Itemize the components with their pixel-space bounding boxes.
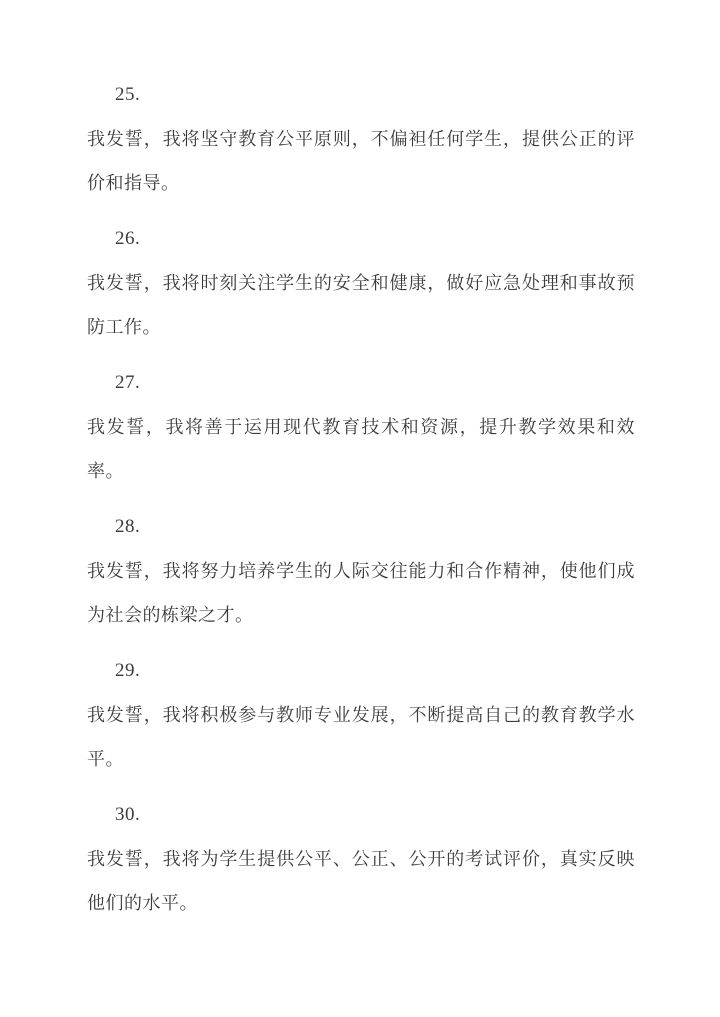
item-number: 29.	[115, 660, 141, 681]
oath-item-26	[87, 217, 635, 349]
item-text: 我发誓，我将为学生提供公平、公正、公开的考试评价，真实反映他们的水平。	[87, 849, 635, 913]
oath-item-28	[87, 505, 635, 637]
item-text: 我发誓，我将善于运用现代教育技术和资源，提升教学效果和效率。	[87, 417, 635, 481]
item-number: 30.	[115, 804, 141, 825]
item-number: 25.	[115, 84, 141, 105]
oath-item-29	[87, 649, 635, 781]
oath-item-27	[87, 361, 635, 493]
item-number: 27.	[115, 372, 141, 393]
item-text: 我发誓，我将时刻关注学生的安全和健康，做好应急处理和事故预防工作。	[87, 273, 635, 337]
item-text: 我发誓，我将积极参与教师专业发展，不断提高自己的教育教学水平。	[87, 705, 635, 769]
oath-item-25	[87, 73, 635, 205]
item-number: 28.	[115, 516, 141, 537]
item-number: 26.	[115, 228, 141, 249]
oath-item-30	[87, 793, 635, 925]
item-text: 我发誓，我将努力培养学生的人际交往能力和合作精神，使他们成为社会的栋梁之才。	[87, 561, 635, 625]
item-text: 我发誓，我将坚守教育公平原则，不偏袒任何学生，提供公正的评价和指导。	[87, 129, 635, 193]
